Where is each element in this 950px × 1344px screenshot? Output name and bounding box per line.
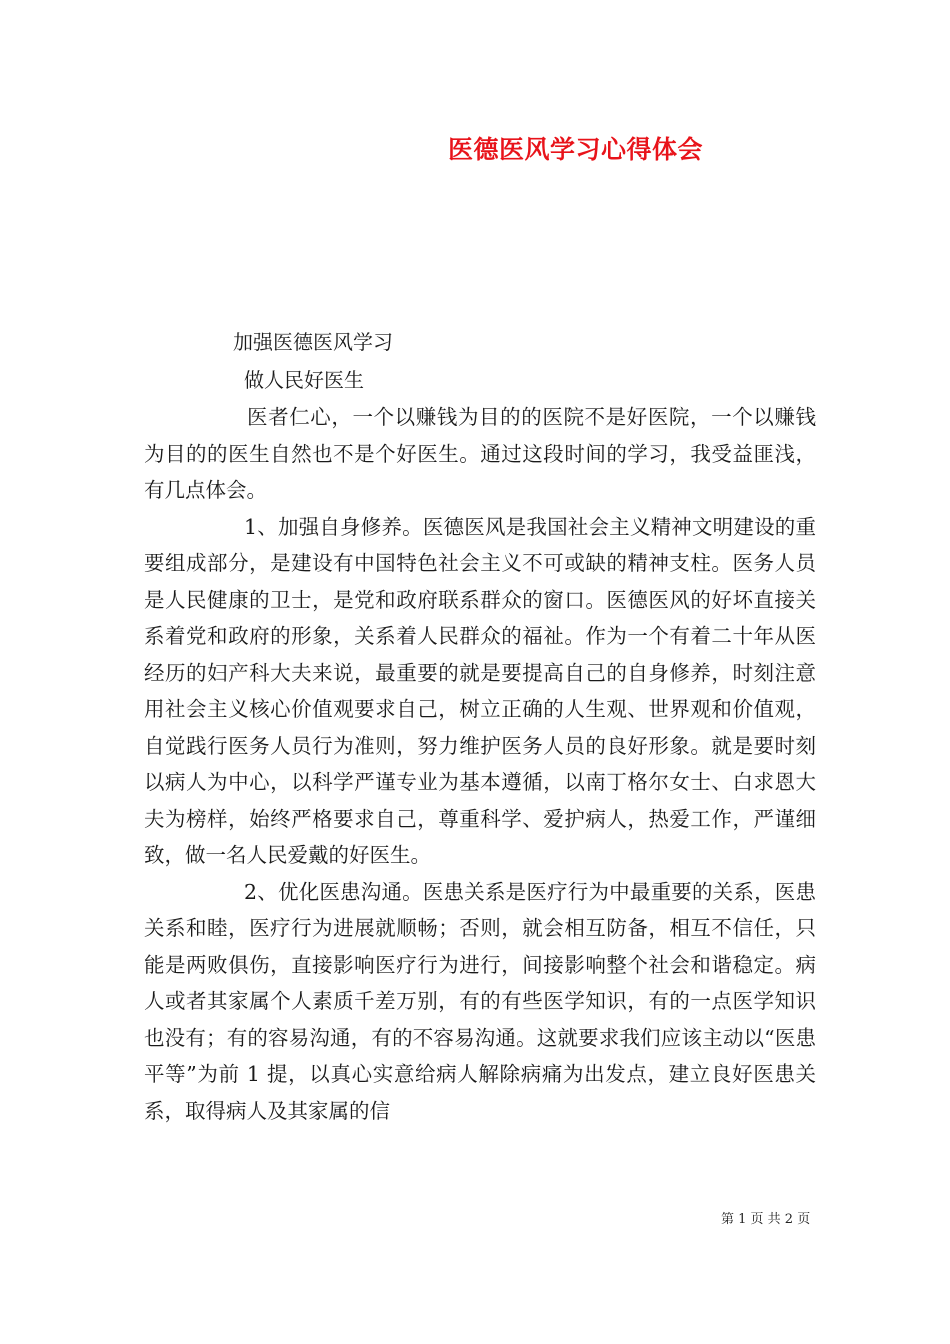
paragraph-self-cultivation: 1、加强自身修养。医德医风是我国社会主义精神文明建设的重要组成部分，是建设有中国特色社会主义不可或缺的精神支柱。医务人员是人民健康的卫士，是党和政府联系群众的窗口。医德医风的好坏直接关系着党和政府的形象，关系着人民群众的福祉。作为一个有着二十年从医经历的妇产科大夫来说，最重要的就是要提高自己的自身修养，时刻注意用社会主义核心价值观要求自己，树立正确的人生观、世界观和价值观，自觉践行医务人员行为准则，努力维护医务人员的良好形象。就是要时刻以病人为中心，以科学严谨专业为基本遵循，以南丁格尔女士、白求恩大夫为榜样，始终严格要求自己，尊重科学、爱护病人，热爱工作，严谨细致，做一名人民爱戴的好医生。	[144, 514, 816, 867]
paragraph-intro: 医者仁心，一个以赚钱为目的的医院不是好医院，一个以赚钱为目的的医生自然也不是个好医生。通过这段时间的学习，我受益匪浅，有几点体会。	[144, 405, 816, 502]
page-number-footer: 第 1 页 共 2 页	[721, 1212, 811, 1227]
document-body	[144, 399, 816, 1129]
subheading-strengthen-study: 加强医德医风学习	[233, 330, 393, 354]
subheading-good-doctor: 做人民好医生	[244, 368, 364, 392]
document-title: 医德医风学习心得体会	[448, 135, 704, 164]
paragraph-doctor-patient-communication: 2、优化医患沟通。医患关系是医疗行为中最重要的关系，医患关系和睦，医疗行为进展就顺畅；否则，就会相互防备，相互不信任，只能是两败俱伤，直接影响医疗行为进行，间接影响整个社会和谐稳定。病人或者其家属个人素质千差万别，有的有些医学知识，有的一点医学知识也没有；有的容易沟通，有的不容易沟通。这就要求我们应该主动以“医患平等”为前 1 提，以真心实意给病人解除病痛为出发点，建立良好医患关系，取得病人及其家属的信	[144, 879, 816, 1123]
